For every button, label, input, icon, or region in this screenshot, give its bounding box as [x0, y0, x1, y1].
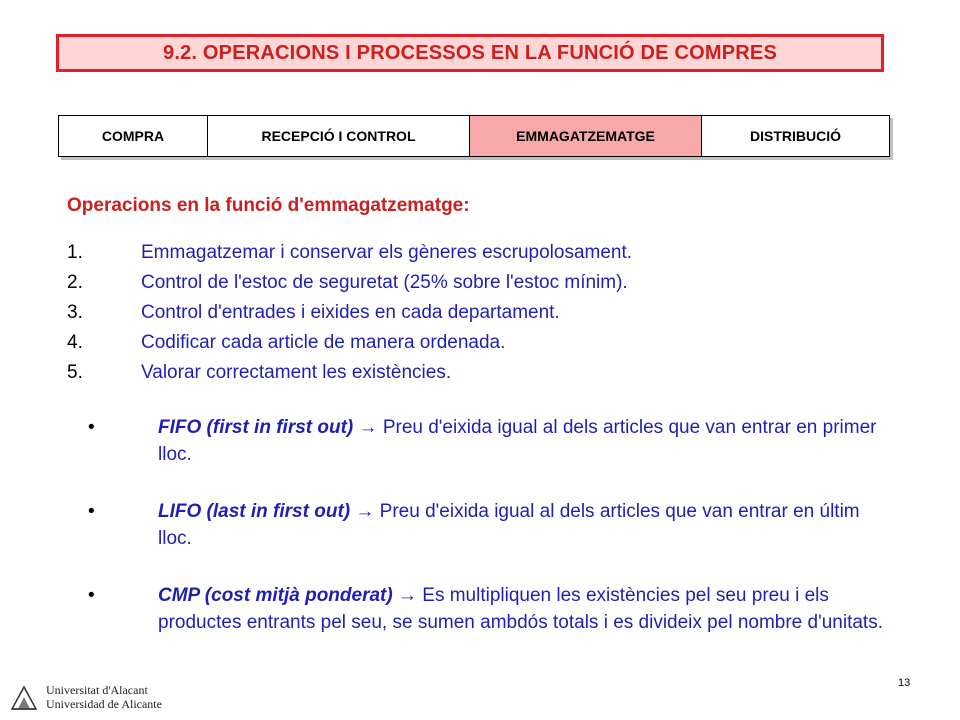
method-item: [88, 582, 888, 636]
arrow-right-icon: →: [397, 585, 417, 606]
list-number: 5.: [67, 362, 83, 383]
tab-distribucio[interactable]: DISTRIBUCIÓ: [750, 128, 841, 144]
method-description: Es multipliquen les existències pel seu preu i els productes entrants pel seu, se sumen ambdós totals i es divideix pel nombre d'unitats.: [158, 585, 883, 633]
method-term: LIFO (last in first out): [158, 501, 351, 522]
page-title: 9.2. OPERACIONS I PROCESSOS EN LA FUNCIÓ DE COMPRES: [163, 41, 777, 64]
method-term: FIFO (first in first out): [158, 417, 354, 438]
arrow-right-icon: →: [358, 417, 378, 438]
list-item: [67, 328, 632, 358]
section-subtitle: Operacions en la funció d'emmagatzematge:: [67, 195, 470, 216]
method-description: Preu d'eixida igual al dels articles que van entrar en primer lloc.: [158, 417, 877, 465]
list-item: [67, 298, 632, 328]
tab-emmagatzematge[interactable]: EMMAGATZEMATGE: [470, 116, 702, 156]
method-item: [88, 498, 888, 552]
page-number: 13: [898, 677, 911, 689]
list-item: [67, 238, 632, 268]
list-text: Control d'entrades i eixides en cada departament.: [141, 302, 560, 323]
valuation-methods-list: [88, 414, 888, 636]
list-item: [67, 268, 632, 298]
operations-list: [67, 238, 632, 388]
method-description: Preu d'eixida igual al dels articles que van entrar en últim lloc.: [158, 501, 860, 549]
page-title-box: [56, 34, 884, 72]
logo-line-1: Universitat d'Alacant: [46, 683, 148, 697]
list-text: Codificar cada article de manera ordenada.: [141, 332, 506, 353]
university-emblem-icon: [10, 683, 38, 711]
method-term: CMP (cost mitjà ponderat): [158, 585, 393, 606]
university-logo: [10, 681, 210, 713]
list-number: 3.: [67, 302, 83, 323]
bullet-icon: •: [88, 417, 95, 438]
list-number: 4.: [67, 332, 83, 353]
list-number: 1.: [67, 242, 83, 263]
list-text: Emmagatzemar i conservar els gèneres escrupolosament.: [141, 242, 633, 263]
list-item: [67, 358, 632, 388]
list-text: Control de l'estoc de seguretat (25% sobre l'estoc mínim).: [141, 272, 628, 293]
bullet-icon: •: [88, 501, 95, 522]
tab-compra[interactable]: COMPRA: [59, 116, 208, 156]
logo-line-2: Universidad de Alicante: [46, 697, 162, 711]
bullet-icon: •: [88, 585, 95, 606]
process-tabs: [58, 115, 890, 157]
arrow-right-icon: →: [355, 501, 375, 522]
list-text: Valorar correctament les existències.: [141, 362, 452, 383]
tab-recepcio-control[interactable]: RECEPCIÓ I CONTROL: [208, 116, 470, 156]
method-item: [88, 414, 888, 468]
list-number: 2.: [67, 272, 83, 293]
